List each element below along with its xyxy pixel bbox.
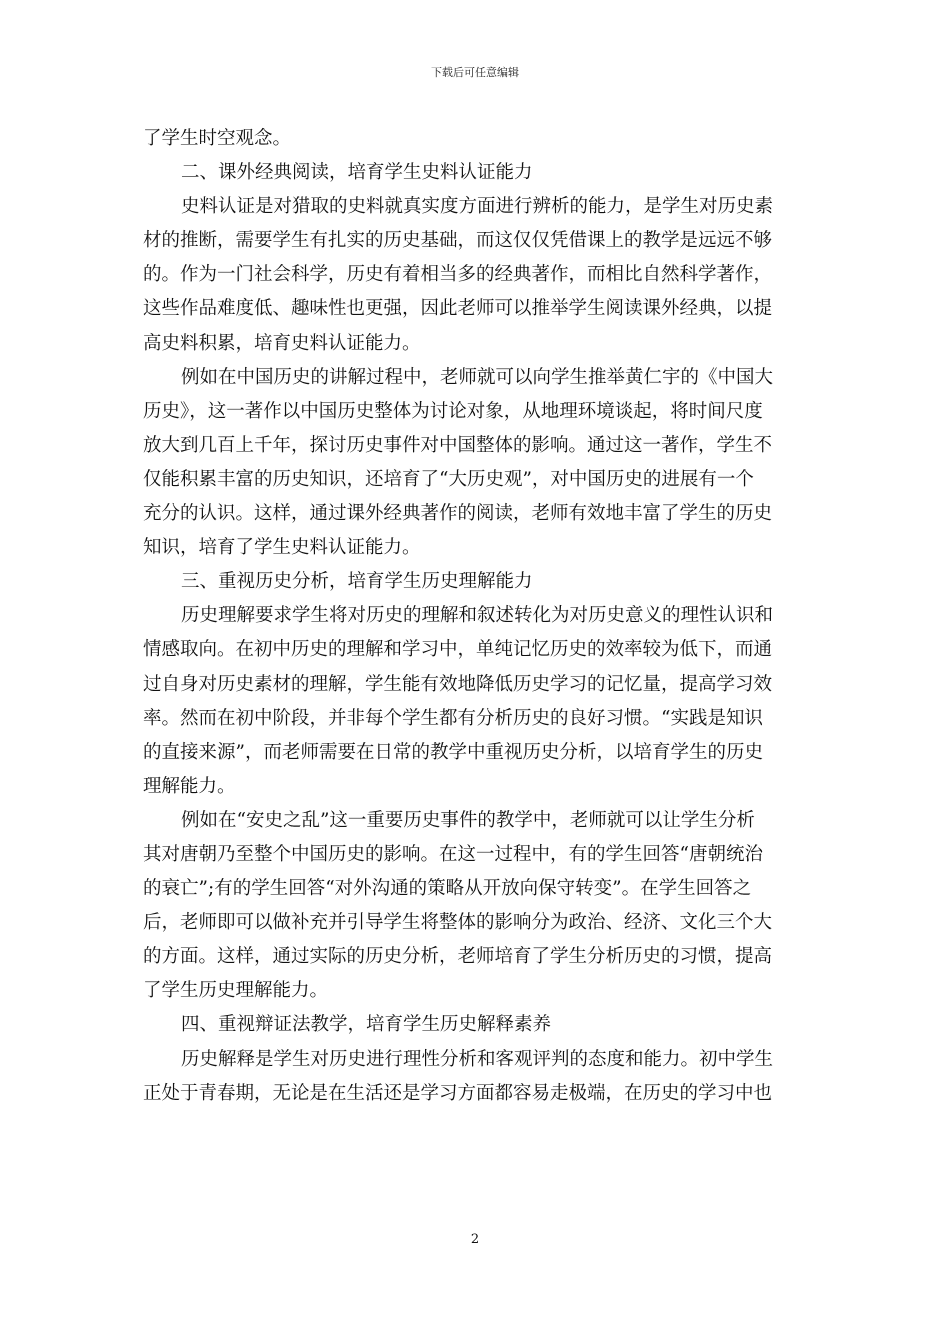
text-line: 材的推断，需要学生有扎实的历史基础，而这仅仅凭借课上的教学是远远不够	[143, 230, 773, 252]
page-number: 2	[470, 1232, 480, 1247]
text-line: 仅能积累丰富的历史知识，还培育了“大历史观”，对中国历史的进展有一个	[143, 468, 754, 490]
text-line: 二、课外经典阅读，培育学生史料认证能力	[181, 162, 533, 184]
text-line: 的衰亡”;有的学生回答“对外沟通的策略从开放向保守转变”。在学生回答之	[143, 878, 752, 900]
text-line: 其对唐朝乃至整个中国历史的影响。在这一过程中，有的学生回答“唐朝统治	[143, 843, 763, 865]
text-line: 了学生时空观念。	[143, 128, 292, 149]
text-line: 的方面。这样，通过实际的历史分析，老师培育了学生分析历史的习惯，提高	[143, 946, 773, 968]
text-line: 充分的认识。这样，通过课外经典著作的阅读，老师有效地丰富了学生的历史	[143, 503, 773, 525]
text-line: 这些作品难度低、趣味性也更强，因此老师可以推举学生阅读课外经典，以提	[143, 298, 773, 320]
text-line: 知识，培育了学生史料认证能力。	[143, 537, 421, 559]
text-line: 历史解释是学生对历史进行理性分析和客观评判的态度和能力。初中学生	[181, 1048, 774, 1070]
text-line: 率。然而在初中阶段，并非每个学生都有分析历史的良好习惯。“实践是知识	[143, 707, 763, 729]
text-line: 历史》，这一著作以中国历史整体为讨论对象，从地理环境谈起，将时间尺度	[143, 400, 763, 422]
text-line: 四、重视辩证法教学，培育学生历史解释素养	[181, 1014, 552, 1036]
text-line: 了学生历史理解能力。	[143, 980, 329, 1002]
text-line: 正处于青春期，无论是在生活还是学习方面都容易走极端，在历史的学习中也	[143, 1082, 773, 1104]
text-line: 过自身对历史素材的理解，学生能有效地降低历史学习的记忆量，提高学习效	[143, 673, 773, 695]
text-line: 后，老师即可以做补充并引导学生将整体的影响分为政治、经济、文化三个大	[143, 912, 773, 934]
text-line: 三、重视历史分析，培育学生历史理解能力	[181, 571, 533, 593]
text-line: 史料认证是对猎取的史料就真实度方面进行辨析的能力，是学生对历史素	[181, 196, 774, 218]
text-line: 例如在“安史之乱”这一重要历史事件的教学中，老师就可以让学生分析	[181, 809, 755, 831]
text-line: 例如在中国历史的讲解过程中，老师就可以向学生推举黄仁宇的《中国大	[181, 366, 774, 388]
document-body	[143, 122, 807, 1111]
text-line: 情感取向。在初中历史的理解和学习中，单纯记忆历史的效率较为低下，而通	[143, 639, 773, 661]
text-line: 历史理解要求学生将对历史的理解和叙述转化为对历史意义的理性认识和	[181, 605, 774, 627]
page-header: 下载后可任意编辑	[431, 66, 519, 79]
text-line: 的。作为一门社会科学，历史有着相当多的经典著作，而相比自然科学著作，	[143, 264, 773, 286]
text-line: 高史料积累，培育史料认证能力。	[143, 332, 421, 354]
text-line: 的直接来源”，而老师需要在日常的教学中重视历史分析，以培育学生的历史	[143, 741, 763, 763]
text-line: 理解能力。	[143, 775, 236, 797]
text-line: 放大到几百上千年，探讨历史事件对中国整体的影响。通过这一著作，学生不	[143, 434, 773, 456]
